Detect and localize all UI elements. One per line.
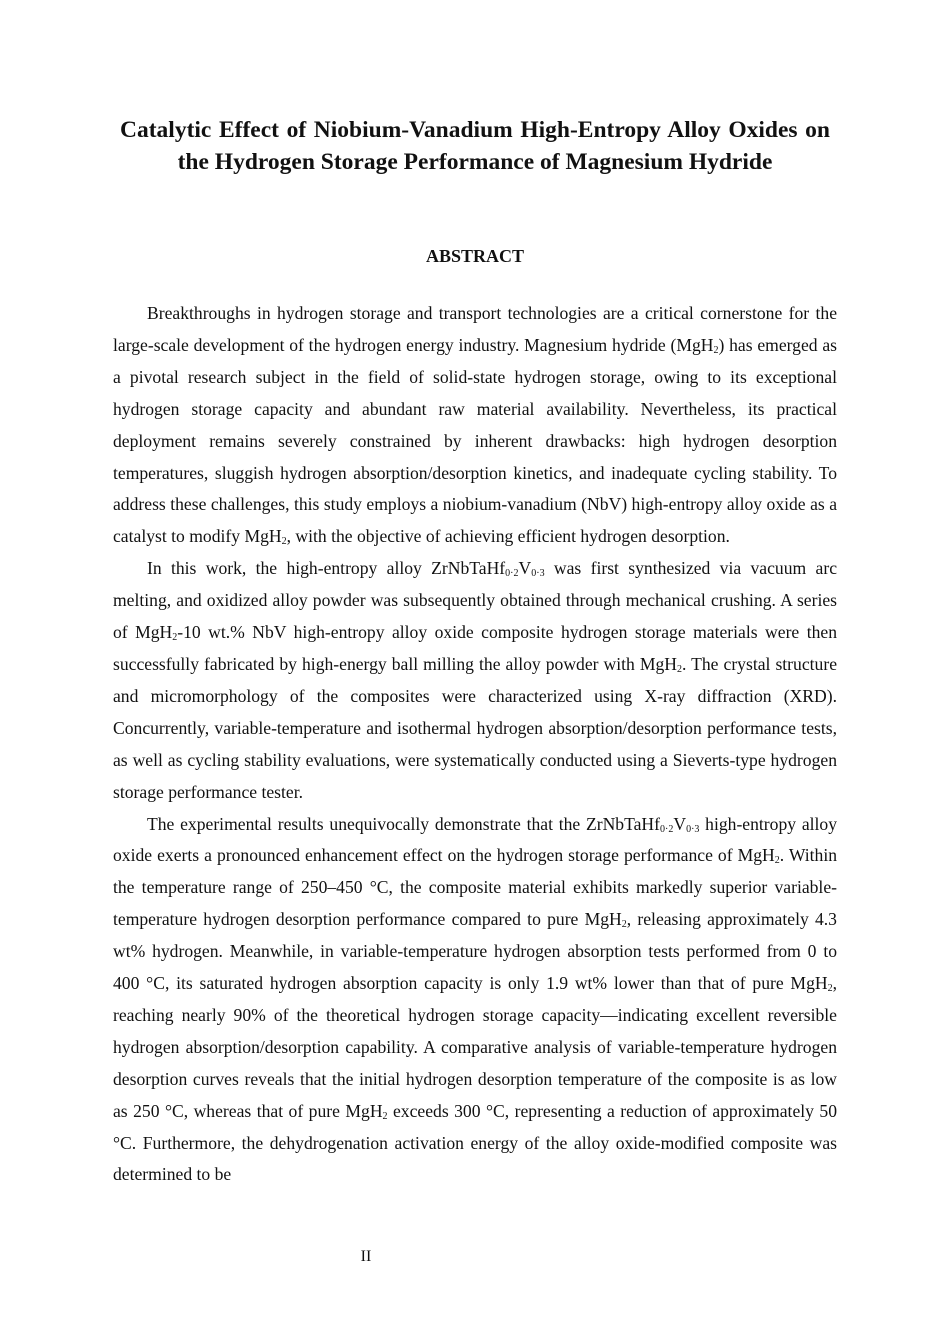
subscript: 2: [382, 1110, 388, 1122]
paragraph-text: was first synthesized via vacuum arc melting, and oxidized alloy powder was subsequently obtained through mechanical crushing. A series of MgH: [113, 558, 838, 643]
paragraph-text: , with the objective of achieving efficient hydrogen desorption.: [286, 526, 730, 547]
subscript: 0·2: [505, 568, 519, 580]
paragraph-text: . Within the temperature range of 250–450 °C, the composite material exhibits markedly superior variable-temperature hydrogen desorption performance compared to pure MgH: [113, 845, 838, 930]
subscript: 2: [621, 919, 627, 931]
subscript: 2: [827, 983, 833, 995]
paragraph-text: In this work, the high-entropy alloy ZrNbTaHf: [147, 558, 506, 579]
paper-title: Catalytic Effect of Niobium-Vanadium High-Entropy Alloy Oxides on the Hydrogen Storage Performance of Magnesium Hydride: [120, 117, 830, 175]
subscript: 2: [281, 536, 287, 548]
paragraph-text: V: [673, 813, 687, 834]
paragraph-text: high-entropy alloy oxide exerts a pronounced enhancement effect on the hydrogen storage performance of MgH: [113, 813, 837, 866]
paragraph-text: Breakthroughs in hydrogen storage and transport technologies are a critical cornerstone for the large-scale development of the hydrogen energy industry. Magnesium hydride (MgH: [113, 303, 837, 355]
abstract-paragraph: [113, 298, 837, 553]
page-number: II: [360, 1248, 372, 1265]
paragraph-text: . The crystal structure and micromorphology of the composites were characterized using X-ray diffraction (XRD). Concurrently, variable-temperature and isothermal hydrogen absorption/desorption performance tests, as well as cycling stability evaluations, were systematically conducted using a Sieverts-type hydrogen storage performance tester.: [113, 653, 837, 802]
abstract-paragraph: [113, 809, 837, 1192]
paragraph-text: , reaching nearly 90% of the theoretical hydrogen storage capacity—indicating excellent reversible hydrogen absorption/desorption capability. A comparative analysis of variable-temperature hydrogen desorption curves reveals that the initial hydrogen desorption temperature of the composite is as low as 250 °C, whereas that of pure MgH: [113, 973, 837, 1121]
paragraph-text: exceeds 300 °C, representing a reduction of approximately 50 °C. Furthermore, the dehydrogenation activation energy of the alloy oxide-modified composite was determined to be: [113, 1100, 837, 1185]
subscript: 2: [713, 344, 719, 356]
subscript: 2: [774, 855, 780, 867]
subscript: 2: [677, 663, 683, 675]
abstract-heading: ABSTRACT: [425, 246, 525, 266]
abstract-paragraph: [113, 553, 837, 808]
paragraph-text: V: [518, 558, 532, 579]
abstract-body: [113, 298, 837, 1191]
paragraph-text: The experimental results unequivocally demonstrate that the ZrNbTaHf: [147, 813, 660, 834]
paragraph-text: -10 wt.% NbV high-entropy alloy oxide composite hydrogen storage materials were then successfully fabricated by high-energy ball milling the alloy powder with MgH: [113, 622, 837, 674]
subscript: 0·2: [660, 823, 674, 835]
subscript: 2: [172, 632, 178, 644]
subscript: 0·3: [686, 823, 700, 835]
paragraph-text: ) has emerged as a pivotal research subject in the field of solid-state hydrogen storage, owing to its exceptional hydrogen storage capacity and abundant raw material availability. Nevertheless, its practical deployment remains severely constrained by inherent drawbacks: high hydrogen desorption temperatures, sluggish hydrogen absorption/desorption kinetics, and inadequate cycling stability. To address these challenges, this study employs a niobium-vanadium (NbV) high-entropy alloy oxide as a catalyst to modify MgH: [113, 334, 837, 547]
subscript: 0·3: [531, 568, 545, 580]
paragraph-text: , releasing approximately 4.3 wt% hydrogen. Meanwhile, in variable-temperature hydrogen absorption tests performed from 0 to 400 °C, its saturated hydrogen absorption capacity is only 1.9 wt% lower than that of pure MgH: [113, 909, 837, 994]
